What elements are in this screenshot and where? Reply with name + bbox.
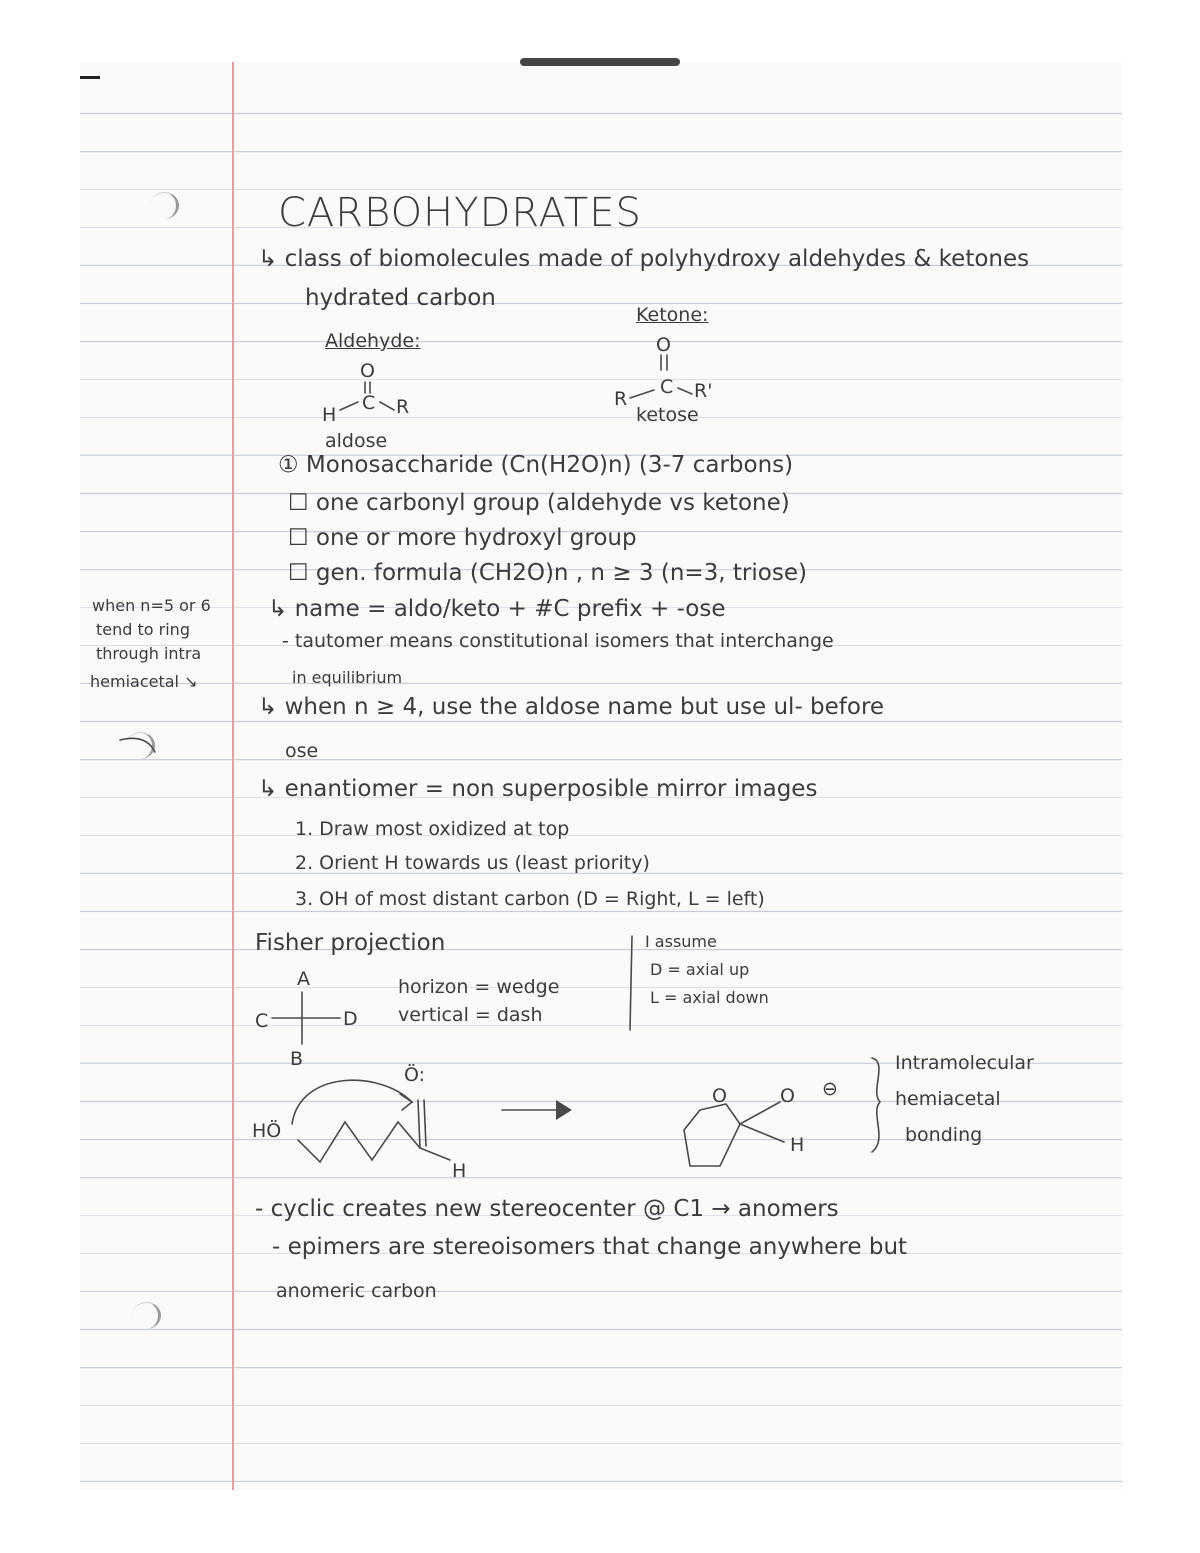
note-aldose-name: ↳ when n ≥ 4, use the aldose name but use ul- before	[258, 694, 885, 720]
margin-note-line-2: tend to ring	[96, 620, 190, 639]
reaction-arrow-head	[556, 1100, 572, 1120]
curved-arrow	[292, 1080, 412, 1124]
fisher-b: B	[290, 1048, 304, 1070]
ring-o-bond	[740, 1102, 780, 1124]
ketose-label: ketose	[636, 404, 699, 426]
margin-note-line-3: through intra	[96, 644, 202, 663]
ketone-r1: R	[614, 388, 628, 410]
page-title: CARBOHYDRATES	[278, 190, 642, 236]
fisher-vertical: vertical = dash	[398, 1004, 543, 1026]
note-formula: ☐ gen. formula (CH2O)n , n ≥ 3 (n=3, triose)	[288, 560, 807, 586]
note-enantiomer: ↳ enantiomer = non superposible mirror images	[258, 776, 818, 802]
margin-arrow	[120, 738, 155, 752]
note-monosaccharide: ① Monosaccharide (Cn(H2O)n) (3-7 carbons)	[278, 452, 794, 478]
note-step-1: 1. Draw most oxidized at top	[295, 818, 570, 840]
margin-note-line-4: hemiacetal ↘	[90, 672, 198, 691]
fisher-horizontal: horizon = wedge	[398, 976, 560, 998]
aldose-label: aldose	[325, 430, 388, 452]
assume-line-2: D = axial up	[650, 960, 750, 979]
intro-line-1: ↳ class of biomolecules made of polyhydroxy aldehydes & ketones	[258, 246, 1030, 272]
ring-hydrogen: H	[790, 1134, 805, 1156]
fisher-label: Fisher projection	[255, 930, 446, 956]
note-epimers: - epimers are stereoisomers that change anywhere but	[272, 1234, 908, 1260]
aldehyde-bond-r	[380, 402, 394, 410]
ring-oxygen: O	[712, 1085, 727, 1107]
ketone-label: Ketone:	[636, 304, 709, 326]
margin-note-line-1: when n=5 or 6	[92, 596, 211, 615]
note-step-2: 2. Orient H towards us (least priority)	[295, 852, 650, 874]
aldehyde-bond-h	[340, 402, 358, 410]
assume-line-1: I assume	[645, 932, 717, 951]
note-carbonyl: ☐ one carbonyl group (aldehyde vs ketone)	[288, 490, 790, 516]
fisher-d: D	[343, 1008, 358, 1030]
ketone-bond-r2	[678, 388, 692, 394]
note-step-3: 3. OH of most distant carbon (D = Right, L = left)	[295, 888, 765, 910]
aldehyde-hydrogen: H	[322, 404, 337, 426]
aldehyde-carbon: C	[362, 392, 376, 414]
intro-line-2: hydrated carbon	[305, 285, 496, 311]
brace-line-3: bonding	[905, 1124, 983, 1146]
note-tautomer: - tautomer means constitutional isomers that interchange	[282, 630, 834, 652]
fisher-c: C	[255, 1010, 269, 1032]
brace-line-1: Intramolecular	[895, 1052, 1034, 1074]
reaction-carbonyl-oxygen: Ö:	[404, 1064, 426, 1086]
aldehyde-r: R	[396, 396, 410, 418]
ketone-oxygen: O	[656, 334, 671, 356]
note-anomers: - cyclic creates new stereocenter @ C1 → anomers	[255, 1196, 839, 1222]
pentagon-ring	[684, 1104, 740, 1166]
curly-brace	[872, 1058, 880, 1152]
brace-line-2: hemiacetal	[895, 1088, 1001, 1110]
alkoxide-oxygen: O	[780, 1085, 795, 1107]
carbon-chain	[298, 1122, 450, 1162]
reaction-hydrogen: H	[452, 1160, 467, 1182]
reaction-ho: HÖ	[252, 1120, 282, 1142]
ketone-bond-r1	[630, 390, 654, 398]
fisher-a: A	[297, 968, 310, 990]
assume-line-3: L = axial down	[650, 988, 769, 1007]
negative-charge: ⊖	[822, 1078, 838, 1100]
note-anomeric-carbon: anomeric carbon	[276, 1280, 437, 1302]
aldehyde-oxygen: O	[360, 360, 375, 382]
ketone-carbon: C	[660, 376, 674, 398]
carbonyl-bond	[424, 1100, 426, 1146]
carbonyl-bond	[418, 1100, 420, 1148]
note-equilibrium: in equilibrium	[292, 668, 403, 687]
ring-h-bond	[740, 1124, 784, 1142]
note-name: ↳ name = aldo/keto + #C prefix + -ose	[268, 596, 726, 622]
note-ose: ose	[285, 740, 319, 762]
aldehyde-label: Aldehyde:	[325, 330, 421, 352]
assume-divider	[630, 936, 632, 1030]
note-hydroxyl: ☐ one or more hydroxyl group	[288, 525, 637, 551]
ketone-r2: R'	[694, 380, 713, 402]
